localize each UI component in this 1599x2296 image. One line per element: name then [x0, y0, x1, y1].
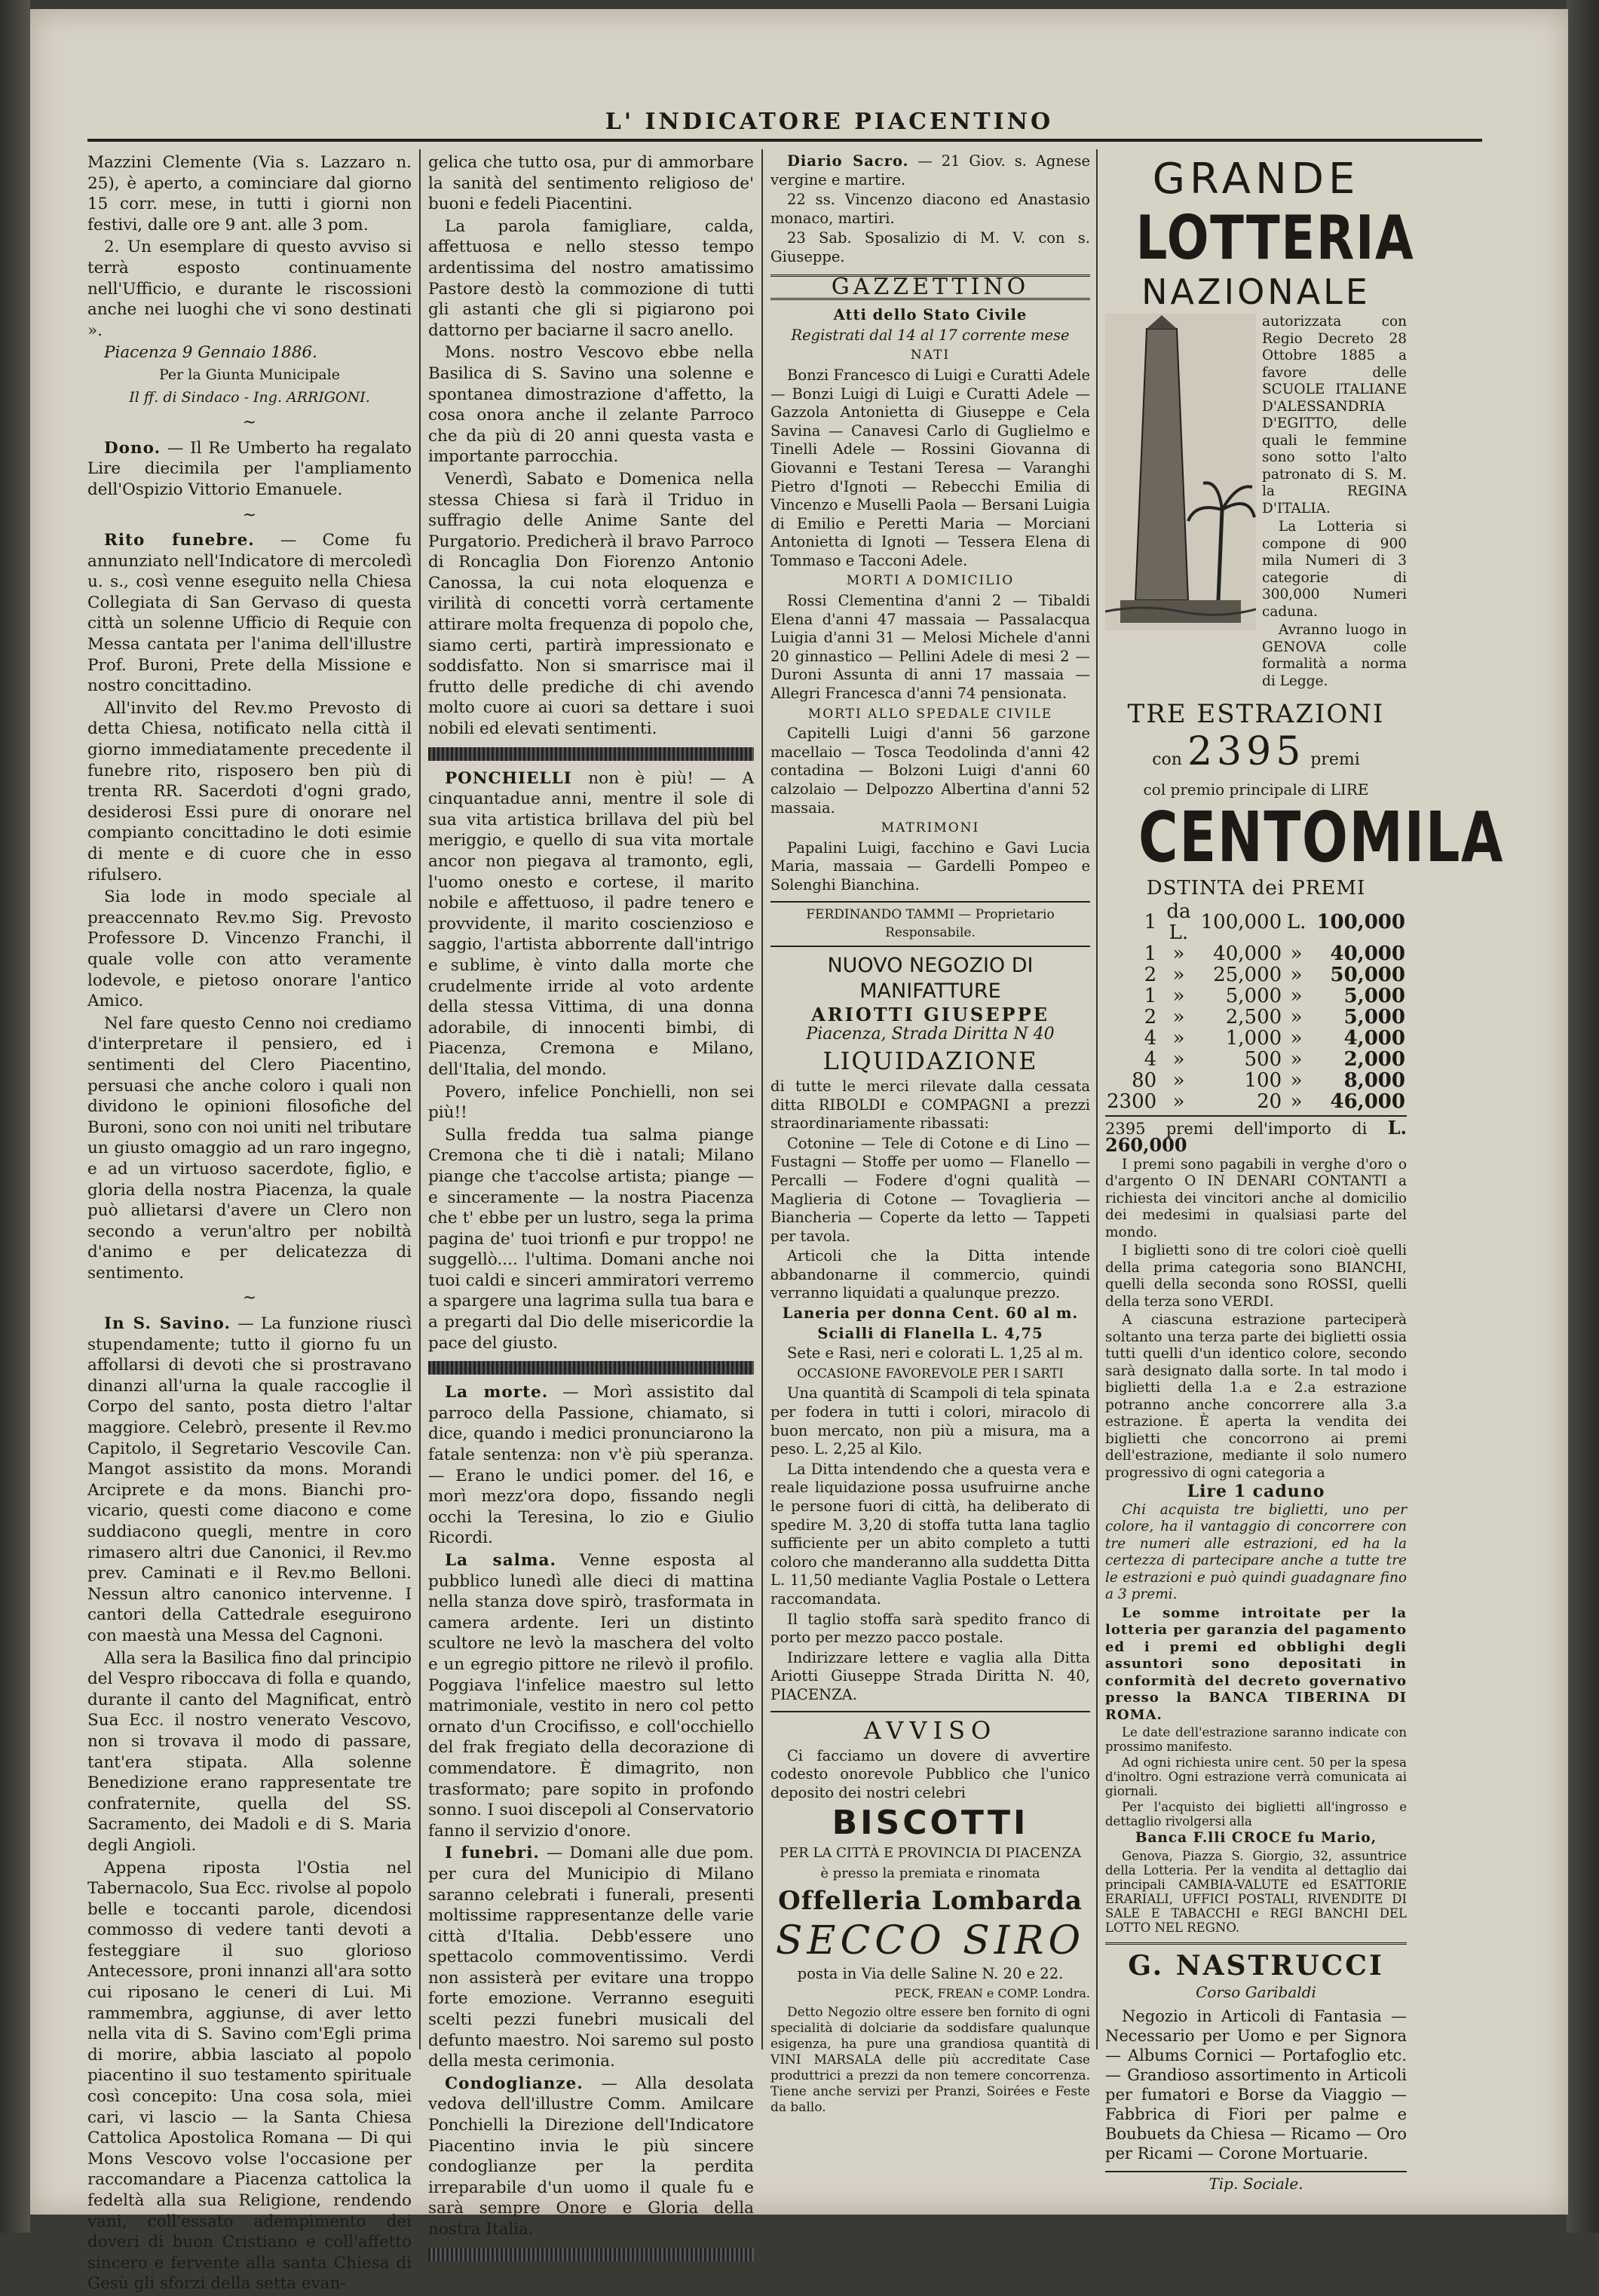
prize-table	[1105, 901, 1407, 1112]
mourning-band	[428, 747, 754, 761]
article-heading: Dono.	[104, 438, 161, 458]
article-text: — Il Re Umberto ha regalato Lire diecimila per l'ampliamento dell'Ospizio Vittorio Emanuele.	[87, 438, 412, 499]
lottery-number: 2395	[1187, 729, 1306, 774]
ad-headline: LIQUIDAZIONE	[822, 1046, 1038, 1075]
prize-currency: »	[1290, 1026, 1303, 1050]
lottery-headline: TRE ESTRAZIONI	[1127, 699, 1385, 729]
article-text: 23 Sab. Sposalizio di M. V. con s. Giuseppe.	[770, 229, 1090, 265]
ad-text: Ci facciamo un dovere di avvertire codesto onorevole Pubblico che l'unico deposito dei nostri celebri	[770, 1746, 1090, 1801]
prize-currency: »	[1290, 984, 1303, 1007]
ad-text: di tutte le merci rilevate dalla cessata ditta RIBOLDI e COMPAGNI a prezzi straordinariamente ribassati:	[770, 1077, 1090, 1133]
prize-label: da L.	[1166, 900, 1191, 944]
subsection-title: Atti dello Stato Civile	[833, 306, 1028, 324]
prize-total-label: 2395 premi dell'importo di	[1105, 1119, 1368, 1138]
prize-label: »	[1172, 942, 1185, 965]
column-rule	[761, 149, 763, 2049]
article-heading: Diario Sacro.	[787, 152, 909, 170]
prize-currency: »	[1290, 1090, 1303, 1113]
column-3	[770, 152, 1090, 2117]
article-text: Nel fare questo Cenno noi crediamo d'interpretare il pensiero, ed i sentimenti del Clero Piacentino, persuasi che anche coloro i quali non dividono le opinioni filosofiche del Buroni, sono con noi uniti nel tributare un giusto omaggio ad un raro ingegno, e ad un virtuoso sacerdote, figlio, e gloria della nostra Piacenza, la quale può allietarsi d'avere un Clero non secondo a verun'altro per nobiltà d'animo e per delicatezza di sentimento.	[87, 1013, 412, 1283]
prize-count: 2	[1144, 963, 1157, 986]
prize-value: 2,500	[1225, 1005, 1282, 1028]
prize-label: »	[1172, 984, 1185, 1007]
column-rule	[1096, 149, 1098, 2049]
prize-currency: »	[1290, 963, 1303, 986]
article-text: All'invito del Rev.mo Prevosto di detta Chiesa, notificato nella città il giorno immediatamente precedente il funebre rito, risposero ben più di trenta RR. Sacerdoti d'ogni grado, desiderosi Essi pure di onorare nel compianto concittadino le doti esimie di mente e di cuore che in esso rifulsero.	[87, 698, 412, 884]
prize-total: 8,000	[1343, 1068, 1405, 1092]
article-text: Sia lode in modo speciale al preaccennato Rev.mo Sig. Prevosto Professore D. Vincenzo Franchi, il quale volle con atto veramente lodevole, e pietoso onorare l'antico Amico.	[87, 887, 412, 1011]
list-heading: MORTI A DOMICILIO	[846, 573, 1015, 589]
mourning-band	[428, 1361, 754, 1375]
ad-title: NUOVO NEGOZIO DI MANIFATTURE	[827, 953, 1034, 1003]
article-text: Appena riposta l'Ostia nel Tabernacolo, Sua Ecc. rivolse al popolo belle e toccanti parole, dicendosi commosso di vedere tanti devoti a festeggiare il suo glorioso Antecessore, proni innanzi all'ara sotto cui riposano le ceneri di Lui. Mi rammembra, aggiunse, di aver letto nella vita di S. Savino com'Egli prima di morire, abbia lasciato al popolo piacentino il suo testamento spirituale così concepito: Una cosa sola, miei cari, vi lascio — la Santa Chiesa Cattolica Apostolica Romana — Di qui Mons Vescovo volse l'occasione per raccomandare a Piacenza cattolica la fedeltà alla sua Religione, rendendo vani, coll'essato adempimento dei doveri di buon Cristiano e coll'affetto sincero e fervente alla santa Chiesa di Gesù gli sforzi della setta evan-	[87, 1858, 412, 2294]
ad-text: La Ditta intendendo che a questa vera e reale liquidazione possa usufruirne anche le persone fuori di città, ha deliberato di spedire M. 3,20 di stoffa tutta lana taglio sufficiente per un abito completo a tutti coloro che manderanno alla suddetta Ditta L. 11,50 mediante Vaglia Postale o Lettera raccomandata.	[770, 1460, 1090, 1608]
ad-price: Scialli di Flanella L. 4,75	[817, 1324, 1043, 1342]
ad-text: Indirizzare lettere e vaglia alla Ditta Ariotti Giuseppe Strada Diritta N. 40, PIACENZA.	[770, 1648, 1090, 1703]
prize-row	[1105, 1007, 1407, 1028]
article-text: 22 ss. Vincenzo diacono ed Anastasio monaco, martiri.	[770, 191, 1090, 227]
prize-total: 40,000	[1330, 942, 1405, 965]
article-text: Venerdì, Sabato e Domenica nella stessa Chiesa si farà il Triduo in suffragio delle Anime Sante del Purgatorio. Predicherà il bravo Parroco di Roncaglia Don Fiorenzo Antonio Canossa, la cui nota eloquenza e virilità di concetti vorrà certamente attirare molta frequenza di popolo che, siamo certi, partirà impressionato e soddisfatto. Non si smarrisce mai il frutto delle prediche di chi avendo molto cuore ai cuori sa dettare i suoi nobili ed elevati sentimenti.	[428, 469, 754, 739]
lottery-title: LOTTERIA	[1135, 203, 1415, 273]
ad-address: Piacenza, Strada Diritta N 40	[806, 1025, 1055, 1044]
article-text: — Morì assistito dal parroco della Passione, chiamato, si dice, quando i medici pronunciarono la fatale sentenza: non v'è più speranza. — Erano le undici pomer. del 16, e morì mezz'ora dopo, fissando negli occhi la Teresina, lo zio e Giulio Ricordi.	[428, 1383, 755, 1548]
lottery-text: autorizzata con Regio Decreto 28 Ottobre 1885 a favore delle SCUOLE ITALIANE D'ALESSANDRIA D'EGITTO, delle quali le femmine sono sotto l'alto patronato di S. M. la REGINA D'ITALIA.	[1262, 314, 1407, 517]
article-text: Sulla fredda tua salma piange Cremona che ti diè i natali; Milano piange che t'accolse artista; piange — e sinceramente — la nostra Piacenza che t' ebbe per un lustro, sega la prima pagina de' tuoi trionfi e pur troppo! ne suggellò.... l'ultima. Domani anche noi tuoi caldi e sinceri ammiratori verremo a spargere una lagrima sulla tua bara e a pregarti dal Dio delle misericordie la pace del giusto.	[428, 1125, 754, 1353]
prize-currency: »	[1290, 1047, 1303, 1071]
ad-text: Articoli che la Ditta intende abbandonarne il commercio, quindi verranno liquidati a qualunque prezzo.	[770, 1247, 1090, 1302]
prize-row	[1105, 1028, 1407, 1049]
prize-count: 4	[1144, 1047, 1157, 1071]
ad-text: Il taglio stoffa sarà spedito franco di porto per mezzo pacco postale.	[770, 1610, 1090, 1647]
column-4	[1105, 152, 1505, 2194]
prize-row	[1105, 1070, 1407, 1091]
prize-total: 4,000	[1343, 1026, 1405, 1050]
ad-brand: Offelleria Lombarda	[778, 1885, 1083, 1916]
mourning-band	[428, 2248, 754, 2261]
prize-label: »	[1172, 1068, 1185, 1092]
prize-row	[1105, 1049, 1407, 1070]
prize-total: 50,000	[1330, 963, 1405, 986]
obelisk-illustration	[1105, 314, 1256, 630]
article-text: La parola famigliare, calda, affettuosa e nello stesso tempo ardentissima del nostro amatissimo Pastore destò la commozione di tutti gli astanti che gli si pigiarono poi dattorno per baciarne il sacro anello.	[428, 216, 754, 340]
article-heading: Condoglianze.	[445, 2074, 584, 2093]
printer-credit: Tip. Sociale.	[1208, 2175, 1303, 2193]
notice-text: 2. Un esemplare di questo avviso si terrà esposto continuamente nell'Ufficio, e durante le riscossioni anche nei luoghi che vi sono destinati ».	[87, 238, 412, 340]
prize-total: 5,000	[1343, 1005, 1405, 1028]
prize-count: 2	[1144, 1005, 1157, 1028]
prize-label: »	[1172, 1026, 1185, 1050]
article-text: Venne esposta al pubblico lunedì alle dieci di mattina nella stanza dove spirò, trasformata in camera ardente. Ieri un distinto scultore ne levò la maschera del volto e un egregio pittore ne rilevò il profilo. Poggiava l'infelice maestro sul letto matrimoniale, vestito in nero col petto ornato d'un Crocifisso, e coll'occhiello del frak fregiato della decorazione di commendatore. È dimagrito, non trasformato; pare sopito in profondo sonno. I suoi discepoli al Conservatorio fanno il servizio d'onore.	[428, 1551, 755, 1841]
list-text: Bonzi Francesco di Luigi e Curatti Adele — Bonzi Luigi di Luigi e Curatti Adele — Gazzola Antonietta di Giuseppe e Cela Savina — Canavesi Carlo di Guglielmo e Tinelli Adele — Rossini Giovanna di Giovanni e Testani Teresa — Varanghi Pietro d'Ignoti — Rebecchi Emilia di Vincenzo e Muselli Paola — Bersani Luigia di Emilio e Peretti Maria — Morciani Antonietta di Ignoti — Tessera Elena di Tommaso e Tacconi Adele.	[770, 366, 1090, 569]
lottery-text: A ciascuna estrazione parteciperà soltanto una terza parte dei biglietti ossia tutti quelli d'un identico colore, secondo sarà designato dalla sorte. In tal modo i biglietti della 1.a e 2.a estrazione potranno anche concorrere alla 3.a estrazione. È aperta la vendita dei biglietti che concorrono ai premi dell'estrazione, mediante il solo numero progressivo di ogni categoria a	[1105, 1312, 1407, 1481]
ad-text: è presso la premiata e rinomata	[820, 1865, 1040, 1881]
prize-currency: »	[1290, 942, 1303, 965]
prize-value: 20	[1257, 1090, 1282, 1113]
prize-count: 4	[1144, 1026, 1157, 1050]
ad-name: ARIOTTI GIUSEPPE	[811, 1003, 1049, 1025]
prize-row	[1105, 943, 1407, 964]
book-binding	[0, 0, 30, 2233]
prize-value: 100	[1244, 1068, 1282, 1092]
lottery-text: Avranno luogo in GENOVA colle formalità a norma di Legge.	[1262, 622, 1407, 689]
prize-currency: »	[1290, 1005, 1303, 1028]
prize-label: »	[1172, 1047, 1185, 1071]
ad-brand: G. NASTRUCCI	[1128, 1949, 1384, 1982]
dateline: Piacenza 9 Gennaio 1886.	[104, 343, 317, 363]
prize-count: 2300	[1107, 1090, 1157, 1113]
ad-text: Una quantità di Scampoli di tela spinata per fodera in tutti i colori, miracolo di buon mercato, non più a misura, ma a peso. L. 2,25 al Kilo.	[770, 1384, 1090, 1458]
lottery-text: I biglietti sono di tre colori cioè quelli della prima categoria sono BIANCHI, quelli della seconda sono ROSSI, quelli della terza sono VERDI.	[1105, 1243, 1407, 1310]
separator-ornament: ~	[242, 1289, 257, 1308]
prize-total: 5,000	[1343, 984, 1405, 1007]
prize-count: 1	[1144, 942, 1157, 965]
ad-price: Laneria per donna Cent. 60 al m.	[782, 1304, 1079, 1323]
prize-total: 2,000	[1343, 1047, 1405, 1071]
lottery-title: GRANDE	[1152, 155, 1360, 204]
ad-text: PER LA CITTÀ E PROVINCIA DI PIACENZA	[779, 1845, 1082, 1862]
ad-address: Corso Garibaldi	[1196, 1982, 1316, 2001]
article-text: — Alla desolata vedova dell'illustre Comm. Amilcare Ponchielli la Direzione dell'Indicatore Piacentino invia le più sincere condoglianze per la perdita irreparabile d'un uomo il quale fu e sarà sempre Onore e Gloria della nostra Italia.	[428, 2074, 754, 2239]
section-title: GAZZETTINO	[770, 274, 1090, 301]
ad-price: Sete e Rasi, neri e colorati L. 1,25 al m.	[787, 1344, 1083, 1363]
ad-text: Cotonine — Tele di Cotone e di Lino — Fustagni — Stoffe per uomo — Flanello — Percalli — Fodere d'ogni qualità — Maglieria di Cotone — Tovaglieria — Biancheria — Coperte da letto — Tappeti per tavola.	[770, 1134, 1090, 1245]
list-heading: MORTI ALLO SPEDALE CIVILE	[807, 706, 1053, 722]
prize-value: 500	[1244, 1047, 1282, 1071]
prize-currency: »	[1290, 1068, 1303, 1092]
prize-row	[1105, 964, 1407, 986]
prize-value: 1,000	[1225, 1026, 1282, 1050]
prize-value: 40,000	[1213, 942, 1282, 965]
column-rule	[419, 149, 421, 2049]
lottery-prize-headline: CENTOMILA	[1138, 796, 1505, 878]
lottery-guarantee: Le somme introitate per la lotteria per garanzia del pagamento ed i premi ed obblighi degli assuntori sono depositati in conformità del decreto governativo presso la BANCA TIBERINA DI ROMA.	[1105, 1605, 1407, 1723]
article-heading: La morte.	[445, 1383, 549, 1402]
article-text: — La funzione riuscì stupendamente; tutto il giorno fu un affollarsi di devoti che si prostravano dinanzi all'urna la quale raccoglie il Corpo del santo, posta dietro l'altar maggiore. Celebrò, presente il Rev.mo Capitolo, il Segretario Vescovile Can. Mangot assistito da mons. Morandi Arciprete e da mons. Bianchi pro-vicario, questi come diacono e come suddiacono quegli, mentre in coro rimasero altri due Canonici, il Rev.mo prev. Caminati e il Rev.mo Belloni. Nessun altro canonico intervenne. I cantori della Cattedrale eseguirono con maestà una Messa del Cagnoni.	[87, 1314, 412, 1645]
article-heading: Rito funebre.	[104, 531, 255, 550]
prize-value: 5,000	[1225, 984, 1282, 1007]
list-text: Rossi Clementina d'anni 2 — Tibaldi Elena d'anni 47 massaia — Passalacqua Luigia d'anni 31 — Melosi Michele d'anni 20 ginnastico — Pellini Adele di mesi 2 — Duroni Assunta di anni 17 massaia — Allegri Francesca d'anni 74 pensionata.	[770, 592, 1090, 703]
prize-row	[1105, 986, 1407, 1007]
prize-currency: L.	[1286, 910, 1306, 933]
ad-subheading: OCCASIONE FAVOREVOLE PER I SARTI	[797, 1366, 1064, 1381]
prize-label: »	[1172, 1005, 1185, 1028]
subsection-subtitle: Registrati dal 14 al 17 corrente mese	[791, 326, 1070, 344]
lottery-text: I premi sono pagabili in verghe d'oro o d'argento O IN DENARI CONTANTI a richiesta dei vincitori anche al domicilio dei medesimi in qualsiasi parte del mondo.	[1105, 1156, 1407, 1240]
prize-total: 100,000	[1316, 910, 1405, 933]
article-text: Povero, infelice Ponchielli, non sei più!!	[428, 1082, 754, 1123]
ad-text: Negozio in Articoli di Fantasia — Necessario per Uomo e per Signora — Albums Cornici — Portafoglio etc. — Grandioso assortimento in Articoli per fumatori e Borse da Viaggio — Fabbrica di Fiori per palme e Boubuets da Chiesa — Ricamo — Oro per Ricami — Corone Mortuarie.	[1105, 2007, 1407, 2163]
column-2	[428, 152, 754, 2269]
article-text: — Come fu annunziato nell'Indicatore di mercoledì u. s., così venne eseguito nella Chiesa Collegiata di San Gervaso di questa città un solenne Ufficio di Requie con Messa cantata per l'anima dell'illustre Prof. Buroni, Prete della Missione e nostro concittadino.	[87, 531, 412, 696]
article-heading: La salma.	[445, 1551, 556, 1570]
newspaper-page	[30, 9, 1568, 2294]
article-text: Mons. nostro Vescovo ebbe nella Basilica di S. Savino una solenne e spontanea dimostrazione d'affetto, la cosa onora anche il zelante Parroco che da più di 20 anni questa vasta e importante parrocchia.	[428, 343, 754, 467]
ad-brand: BISCOTTI	[832, 1804, 1029, 1843]
article-heading: In S. Savino.	[104, 1314, 231, 1334]
signoff: Il ff. di Sindaco - Ing. ARRIGONI.	[129, 388, 370, 406]
article-text: Alla sera la Basilica fino dal principio del Vespro riboccava di folla e quando, durante il canto del Magnificat, entrò Sua Ecc. il nostro venerato Vescovo, non si trovava il modo di passare, tant'era stipata. Alla solenne Benedizione erano rappresentate tre confraternite, quella del SS. Sacramento, dei Madoli e di S. Maria degli Angioli.	[87, 1648, 412, 1855]
list-text: Papalini Luigi, facchino e Gavi Lucia Maria, massaia — Gardelli Pompeo e Solenghi Bianchina.	[770, 838, 1090, 894]
prize-row	[1105, 901, 1407, 943]
masthead: L' INDICATORE PIACENTINO	[605, 109, 1054, 135]
book-cover-edge	[1567, 0, 1599, 2233]
lottery-text: La Lotteria si compone di 900 mila Numeri di 3 categorie di 300,000 Numeri caduna.	[1262, 519, 1407, 620]
article-text: gelica che tutto osa, pur di ammorbare la sanità del sentimento religioso de' buoni e fedeli Piacentini.	[428, 153, 754, 214]
lottery-text: Ad ogni richiesta unire cent. 50 per la spesa d'inoltro. Ogni estrazione verrà comunicata ai giornali.	[1105, 1755, 1407, 1798]
article-text: — 21 Giov. s. Agnese vergine e martire.	[770, 152, 1091, 189]
list-heading: MATRIMONI	[881, 820, 980, 836]
lottery-text: col premio principale di LIRE	[1143, 780, 1369, 799]
lottery-bank: Banca F.lli CROCE fu Mario,	[1135, 1830, 1377, 1846]
article-heading: PONCHIELLI	[445, 768, 572, 788]
column-1	[87, 152, 412, 2296]
article-heading: I funebri.	[445, 1844, 540, 1863]
article-text: — Domani alle due pom. per cura del Municipio di Milano saranno celebrati i funerali, presenti moltissime rappresentanze delle varie città d'Italia. Debb'essere uno spettacolo commoventissimo. Verdi non assisterà per evitare una troppo forte emozione. Verranno eseguiti scelti pezzi funebri musicali del defunto maestro. Noi saremo sul posto della mesta cerimonia.	[428, 1844, 754, 2071]
lottery-text: premi	[1310, 750, 1360, 769]
prize-label: »	[1172, 1090, 1185, 1113]
notice-text: Mazzini Clemente (Via s. Lazzaro n. 25), è aperto, a cominciare dal giorno 15 corr. mese, in tutti i giorni non festivi, dalle ore 9 ant. alle 3 pom.	[87, 153, 412, 235]
prize-list-title: DSTINTA dei PREMI	[1146, 876, 1366, 900]
prize-total: 46,000	[1330, 1090, 1405, 1113]
lottery-text: con	[1152, 750, 1182, 769]
article-text: non è più! — A cinquantadue anni, mentre il sole di sua vita artistica brillava del più bel meriggio, e quello di sua vita mortale ancor non piegava al tramonto, egli, l'uomo onesto e cortese, il marito nobile e affettuoso, il padre tenero e provvidente, il marito coscienzioso e saggio, l'artista abborrente dall'intrigo e sublime, è vinto dalla morte che crudelmente irride al voto ardente della stessa Vittima, di una donna adorabile, di innocenti bimbi, di Piacenza, Cremona e Milano, dell'Italia, del mondo.	[428, 768, 754, 1079]
lottery-title: NAZIONALE	[1141, 271, 1371, 312]
ad-text: Detto Negozio oltre essere ben fornito di ogni specialità di dolciarie da soddisfare qualunque esigenza, ha pure una grandiosa quantità di VINI MARSALA delle più accreditate Case produttrici a prezzi da non temere concorrenza. Tiene anche servizi per Pranzi, Soirées e Feste da ballo.	[770, 2004, 1090, 2115]
ad-text: PECK, FREAN e COMP. Londra.	[894, 1986, 1090, 2001]
ad-address: posta in Via delle Saline N. 20 e 22.	[797, 1964, 1064, 1982]
separator-ornament: ~	[242, 413, 257, 433]
prize-row	[1105, 1091, 1407, 1112]
prize-count: 80	[1132, 1068, 1157, 1092]
ad-brand: SECCO SIRO	[775, 1917, 1086, 1963]
ad-headline: AVVISO	[863, 1715, 997, 1745]
prize-label: »	[1172, 963, 1185, 986]
list-text: Capitelli Luigi d'anni 56 garzone macellaio — Tosca Teodolinda d'anni 42 contadina — Bolzoni Luigi d'anni 60 calzolaio — Delpozzo Albertina d'anni 52 massaia.	[770, 725, 1090, 817]
lottery-text: Le date dell'estrazione saranno indicate con prossimo manifesto.	[1105, 1725, 1407, 1754]
prize-count: 1	[1144, 910, 1157, 933]
separator-ornament: ~	[242, 505, 257, 525]
prize-count: 1	[1144, 984, 1157, 1007]
lottery-text: Genova, Piazza S. Giorgio, 32, assuntrice della Lotteria. Per la vendita al dettaglio dai principali CAMBIA-VALUTE ed ESATTORIE ERARIALI, UFFICI POSTALI, RIVENDITE DI SALE E TABACCHI e REGI BANCHI DEL LOTTO NEL REGNO.	[1105, 1848, 1407, 1935]
list-heading: NATI	[910, 348, 951, 363]
publisher-line: FERDINANDO TAMMI — Proprietario Responsabile.	[770, 901, 1090, 947]
prize-value: 100,000	[1200, 910, 1282, 933]
masthead-rule	[87, 139, 1482, 142]
lottery-text: Per l'acquisto dei biglietti all'ingrosso e dettaglio rivolgersi alla	[1105, 1800, 1407, 1829]
prize-total-value: L. 260,000	[1105, 1116, 1407, 1156]
prize-value: 25,000	[1213, 963, 1282, 986]
lottery-text: Chi acquista tre biglietti, uno per colore, ha il vantaggio di concorrere con tre numeri alle estrazioni, ed ha la certezza di partecipare anche a tutte tre le estrazioni e può quindi guadagnare fino a 3 premi.	[1105, 1501, 1407, 1602]
signoff: Per la Giunta Municipale	[158, 366, 340, 383]
lottery-price: Lire 1 caduno	[1187, 1482, 1325, 1501]
